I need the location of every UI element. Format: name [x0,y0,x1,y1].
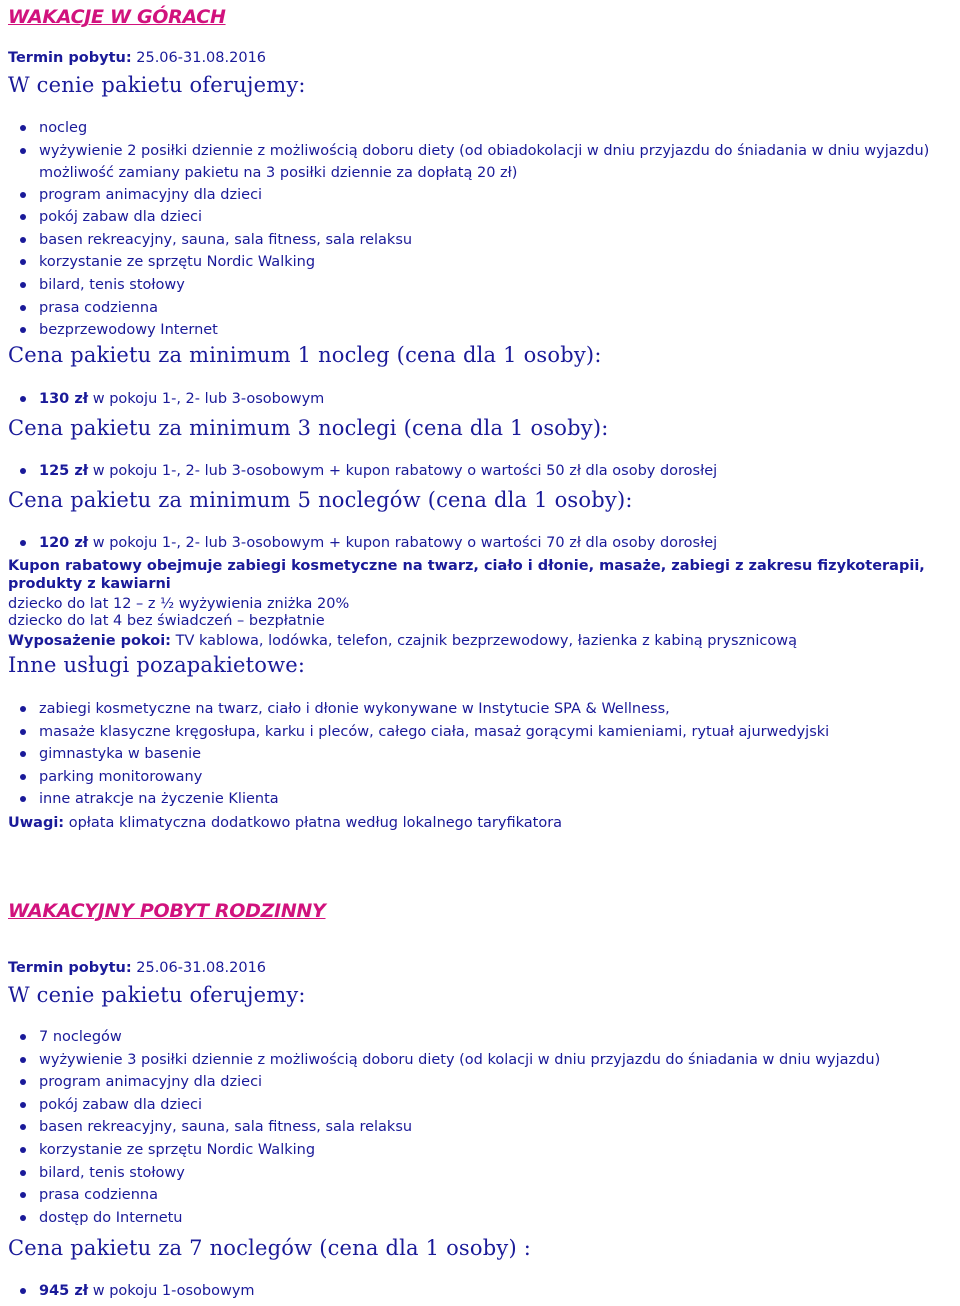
price-amount: 120 zł [39,535,89,551]
included-heading: W cenie pakietu oferujemy: [8,73,306,97]
price-amount: 130 zł [39,391,89,407]
price-list [8,532,960,555]
list-item: parking monitorowany [8,766,960,789]
included-heading: W cenie pakietu oferujemy: [8,983,306,1007]
section-title: WAKACYJNY POBYT RODZINNY [8,900,326,922]
stay-period [8,960,266,976]
stay-period-label: Termin pobytu: [8,50,132,66]
list-item: dostęp do Internetu [8,1207,960,1230]
stay-period [8,50,266,66]
list-item: program animacyjny dla dzieci [8,184,960,207]
list-item: pokój zabaw dla dzieci [8,206,960,229]
price-amount: 945 zł [39,1283,89,1299]
list-item: bilard, tenis stołowy [8,1162,960,1185]
notes-label: Uwagi: [8,815,65,831]
room-equipment [8,630,797,652]
price-heading: Cena pakietu za minimum 1 nocleg (cena dla 1 osoby): [8,343,602,367]
list-item: basen rekreacyjny, sauna, sala fitness, sala relaksu [8,229,960,252]
list-item: korzystanie ze sprzętu Nordic Walking [8,1139,960,1162]
list-item: nocleg [8,117,960,140]
list-item: wyżywienie 3 posiłki dziennie z możliwością doboru diety (od kolacji w dniu przyjazdu do śniadania w dniu wyjazdu) [8,1049,960,1072]
price-list [8,388,960,411]
price-item [8,532,960,555]
price-item [8,388,960,411]
list-item: prasa codzienna [8,297,960,320]
list-item: bilard, tenis stołowy [8,274,960,297]
room-equipment-value: TV kablowa, lodówka, telefon, czajnik bezprzewodowy, łazienka z kabiną prysznicową [170,633,797,649]
list-item: masaże klasyczne kręgosłupa, karku i pleców, całego ciała, masaż gorącymi kamieniami, rytuał ajurwedyjski [8,721,960,744]
list-item: pokój zabaw dla dzieci [8,1094,960,1117]
price-description: w pokoju 1-, 2- lub 3-osobowym + kupon rabatowy o wartości 70 zł dla osoby dorosłej [88,535,718,551]
list-item: bezprzewodowy Internet [8,319,960,342]
voucher-note-text: Kupon rabatowy obejmuje zabiegi kosmetyczne na twarz, ciało i dłonie, masaże, zabiegi z zakresu fizykoterapii, produkty z kawiarni [8,558,925,592]
child-discount-12: dziecko do lat 12 – z ½ wyżywienia zniżka 20% [8,596,350,612]
list-item: wyżywienie 2 posiłki dziennie z możliwością doboru diety (od obiadokolacji w dniu przyjazdu do śniadania w dniu wyjazdu) możliwość zamiany pakietu na 3 posiłki dziennie za dopłatą 20 zł) [8,140,960,184]
included-list [8,117,960,342]
price-heading: Cena pakietu za minimum 3 noclegi (cena dla 1 osoby): [8,416,609,440]
price-description: w pokoju 1-, 2- lub 3-osobowym + kupon rabatowy o wartości 50 zł dla osoby dorosłej [88,463,718,479]
list-item: program animacyjny dla dzieci [8,1071,960,1094]
list-item: basen rekreacyjny, sauna, sala fitness, sala relaksu [8,1116,960,1139]
list-item: korzystanie ze sprzętu Nordic Walking [8,251,960,274]
included-list [8,1026,960,1229]
list-item: prasa codzienna [8,1184,960,1207]
list-item: zabiegi kosmetyczne na twarz, ciało i dłonie wykonywane w Instytucie SPA & Wellness, [8,698,960,721]
list-item: inne atrakcje na życzenie Klienta [8,788,960,811]
other-services-list [8,698,960,811]
stay-period-value: 25.06-31.08.2016 [131,50,267,66]
stay-period-value: 25.06-31.08.2016 [131,960,267,976]
list-item: gimnastyka w basenie [8,743,960,766]
voucher-note [8,557,960,593]
price-item [8,1280,960,1303]
section-title: WAKACJE W GÓRACH [8,6,226,28]
price-amount: 125 zł [39,463,89,479]
stay-period-label: Termin pobytu: [8,960,132,976]
price-description: w pokoju 1-, 2- lub 3-osobowym [88,391,325,407]
price-heading: Cena pakietu za 7 noclegów (cena dla 1 osoby) : [8,1236,531,1260]
price-heading: Cena pakietu za minimum 5 noclegów (cena dla 1 osoby): [8,488,633,512]
price-list [8,460,960,483]
notes [8,812,562,834]
list-item: 7 noclegów [8,1026,960,1049]
price-description: w pokoju 1-osobowym [88,1283,255,1299]
price-item [8,460,960,483]
notes-value: opłata klimatyczna dodatkowo płatna według lokalnego taryfikatora [64,815,563,831]
price-list [8,1280,960,1303]
room-equipment-label: Wyposażenie pokoi: [8,633,171,649]
other-services-heading: Inne usługi pozapakietowe: [8,653,306,677]
child-discount-4: dziecko do lat 4 bez świadczeń – bezpłatnie [8,613,325,629]
